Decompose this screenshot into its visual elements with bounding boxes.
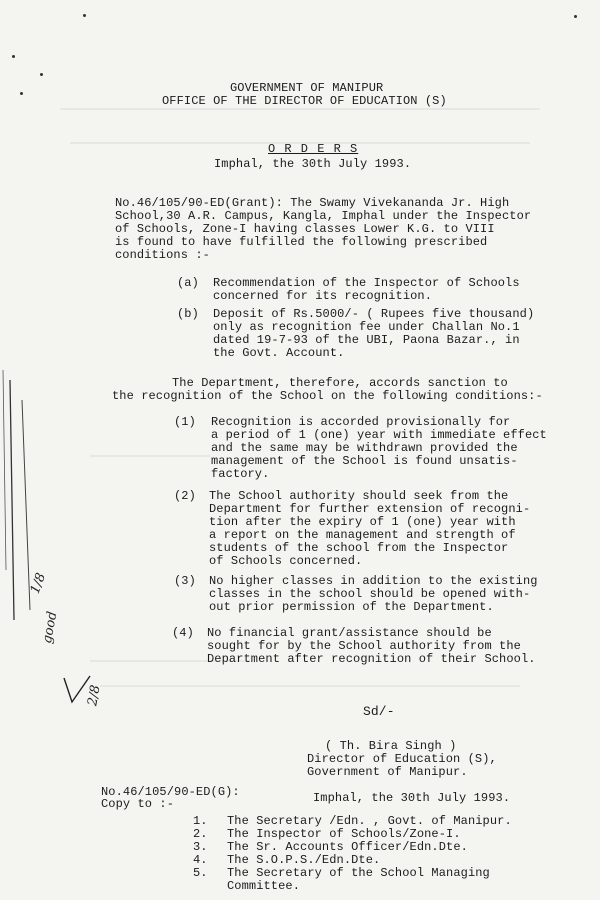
copy-item-text: Committee. [227, 879, 301, 893]
condition-line: only as recognition fee under Challan No.1 [213, 320, 520, 334]
signature-sd: Sd/- [363, 704, 395, 719]
bleed-through-line [60, 108, 540, 110]
bleed-through-line [90, 455, 210, 457]
term-line: factory. [211, 467, 270, 481]
speck [574, 15, 577, 18]
intro-line: is found to have fulfilled the following prescribed [115, 235, 488, 249]
speck [40, 73, 43, 76]
term-label: (4) [172, 626, 194, 640]
condition-label: (a) [177, 276, 199, 290]
term-line: a report on the management and strength of [209, 528, 516, 542]
term-line: Recognition is accorded provisionally for [211, 415, 511, 429]
intro-line: of Schools, Zone-I having classes Lower K.G. to VIII [115, 222, 495, 236]
term-label: (2) [174, 489, 196, 503]
term-line: students of the school from the Inspector [209, 541, 509, 555]
term-line: Department after recognition of their School. [207, 652, 536, 666]
term-line: sought for by the School authority from the [207, 639, 521, 653]
signature-name: ( Th. Bira Singh ) [325, 739, 457, 753]
handwritten-note: 1/8 [27, 571, 50, 596]
handwritten-note: good [39, 610, 61, 645]
signature-title: Government of Manipur. [307, 765, 468, 779]
copy-item-text: The S.O.P.S./Edn.Dte. [227, 853, 381, 867]
term-line: Department for further extension of recogni- [209, 502, 531, 516]
term-line: of Schools concerned. [209, 554, 363, 568]
condition-line: Deposit of Rs.5000/- ( Rupees five thousand) [213, 307, 535, 321]
speck [12, 55, 15, 58]
term-line: classes in the school should be opened with- [209, 587, 531, 601]
copy-item-num: 3. [193, 840, 208, 854]
term-line: tion after the expiry of 1 (one) year with [209, 515, 516, 529]
intro-line: conditions :- [115, 248, 210, 262]
condition-line: Recommendation of the Inspector of Schools [213, 276, 520, 290]
speck [20, 92, 23, 95]
copy-item-text: The Secretary /Edn. , Govt. of Manipur. [227, 814, 512, 828]
sanction-line: the recognition of the School on the following conditions:- [112, 389, 543, 403]
date-line: Imphal, the 30th July 1993. [214, 157, 412, 171]
copy-to-label: Copy to :- [101, 797, 175, 811]
intro-line: No.46/105/90-ED(Grant): The Swamy Vivekananda Jr. High [115, 196, 510, 210]
copy-date: Imphal, the 30th July 1993. [313, 791, 511, 805]
copy-item-num: 1. [193, 814, 208, 828]
header-line-2: OFFICE OF THE DIRECTOR OF EDUCATION (S) [162, 94, 447, 108]
term-line: and the same may be withdrawn provided the [211, 441, 518, 455]
copy-item-text: The Inspector of Schools/Zone-I. [227, 827, 461, 841]
copy-item-text: The Secretary of the School Managing [227, 866, 490, 880]
copy-ref: No.46/105/90-ED(G): [101, 785, 240, 799]
term-line: No higher classes in addition to the existing [209, 574, 538, 588]
copy-item-num: 5. [193, 866, 208, 880]
condition-line: dated 19-7-93 of the UBI, Paona Bazar., in [213, 333, 520, 347]
intro-line: School,30 A.R. Campus, Kangla, Imphal under the Inspector [115, 209, 532, 223]
term-line: management of the School is found unsatis- [211, 454, 518, 468]
term-line: out prior permission of the Department. [209, 600, 494, 614]
signature-title: Director of Education (S), [307, 752, 497, 766]
condition-label: (b) [177, 307, 199, 321]
orders-title: O R D E R S [268, 142, 359, 156]
copy-item-text: The Sr. Accounts Officer/Edn.Dte. [227, 840, 468, 854]
sanction-line: The Department, therefore, accords sanction to [172, 376, 508, 390]
handwritten-note: 2/8 [85, 683, 104, 708]
header-line-1: GOVERNMENT OF MANIPUR [230, 81, 384, 95]
tick-mark [60, 672, 100, 712]
bleed-through-line [100, 685, 520, 687]
term-label: (1) [174, 415, 196, 429]
copy-item-num: 4. [193, 853, 208, 867]
condition-line: concerned for its recognition. [213, 289, 433, 303]
speck [83, 14, 86, 17]
term-line: The School authority should seek from the [209, 489, 509, 503]
copy-item-num: 2. [193, 827, 208, 841]
condition-line: the Govt. Account. [213, 346, 345, 360]
term-line: No financial grant/assistance should be [207, 626, 492, 640]
term-label: (3) [174, 574, 196, 588]
term-line: a period of 1 (one) year with immediate effect [211, 428, 547, 442]
